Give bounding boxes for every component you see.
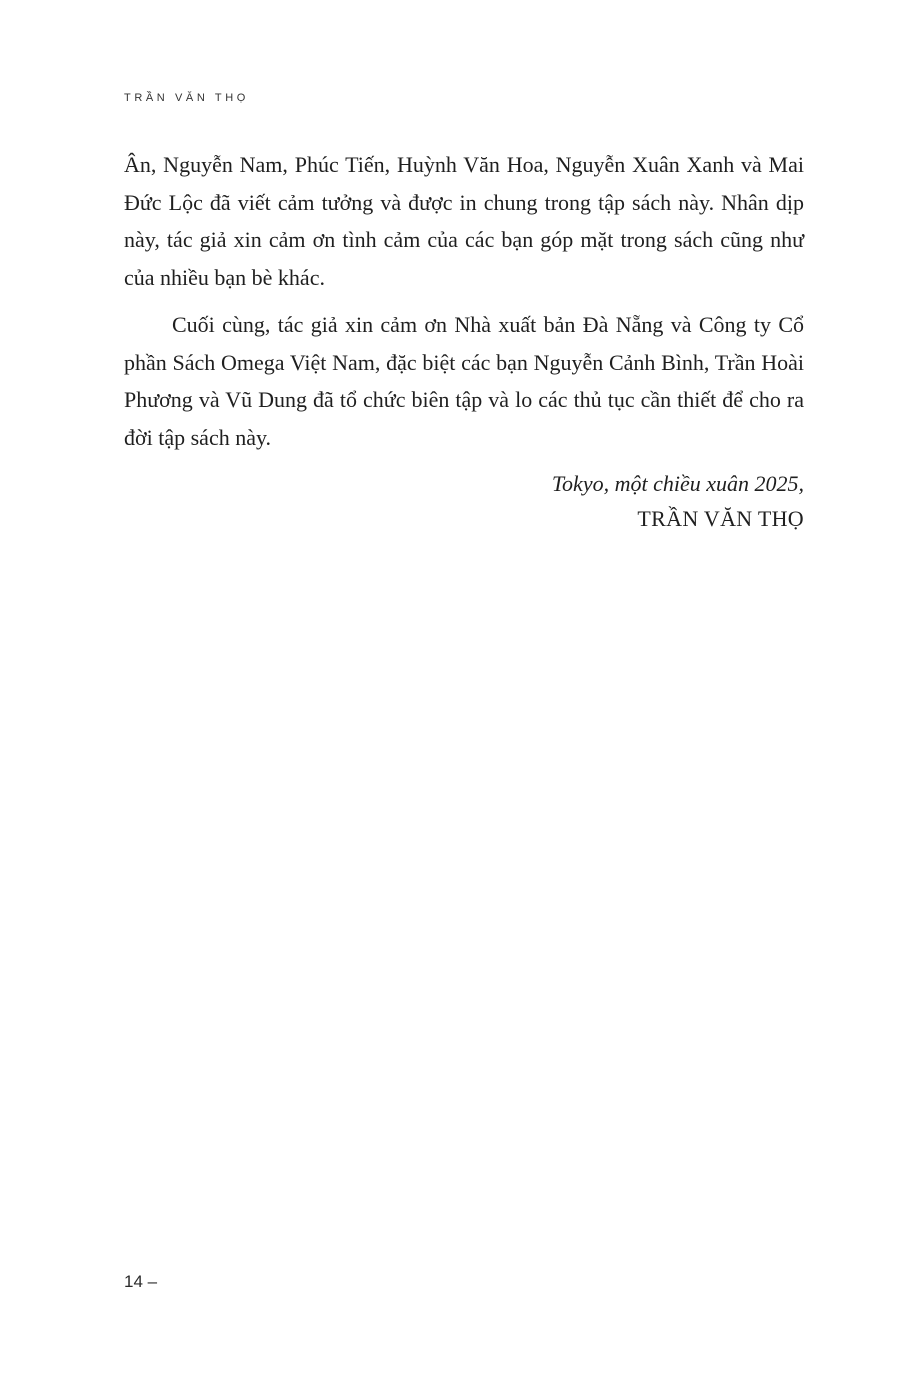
running-header: TRẦN VĂN THỌ bbox=[124, 92, 249, 104]
signature-block bbox=[124, 466, 804, 536]
body-text bbox=[124, 146, 804, 536]
signature-place-date: Tokyo, một chiều xuân 2025, bbox=[551, 471, 804, 496]
signature-author: TRẦN VĂN THỌ bbox=[637, 506, 804, 531]
paragraph-acknowledgement: Cuối cùng, tác giả xin cảm ơn Nhà xuất bản Đà Nẵng và Công ty Cổ phần Sách Omega Việt Nam, đặc biệt các bạn Nguyễn Cảnh Bình, Trần Hoài Phương và Vũ Dung đã tổ chức biên tập và lo các thủ tục cần thiết để cho ra đời tập sách này. bbox=[124, 312, 804, 450]
page-number: 14 – bbox=[124, 1272, 158, 1291]
paragraph-continued: Ân, Nguyễn Nam, Phúc Tiến, Huỳnh Văn Hoa, Nguyễn Xuân Xanh và Mai Đức Lộc đã viết cảm tưởng và được in chung trong tập sách này. Nhân dịp này, tác giả xin cảm ơn tình cảm của các bạn góp mặt trong sách cũng như của nhiều bạn bè khác. bbox=[124, 152, 804, 290]
